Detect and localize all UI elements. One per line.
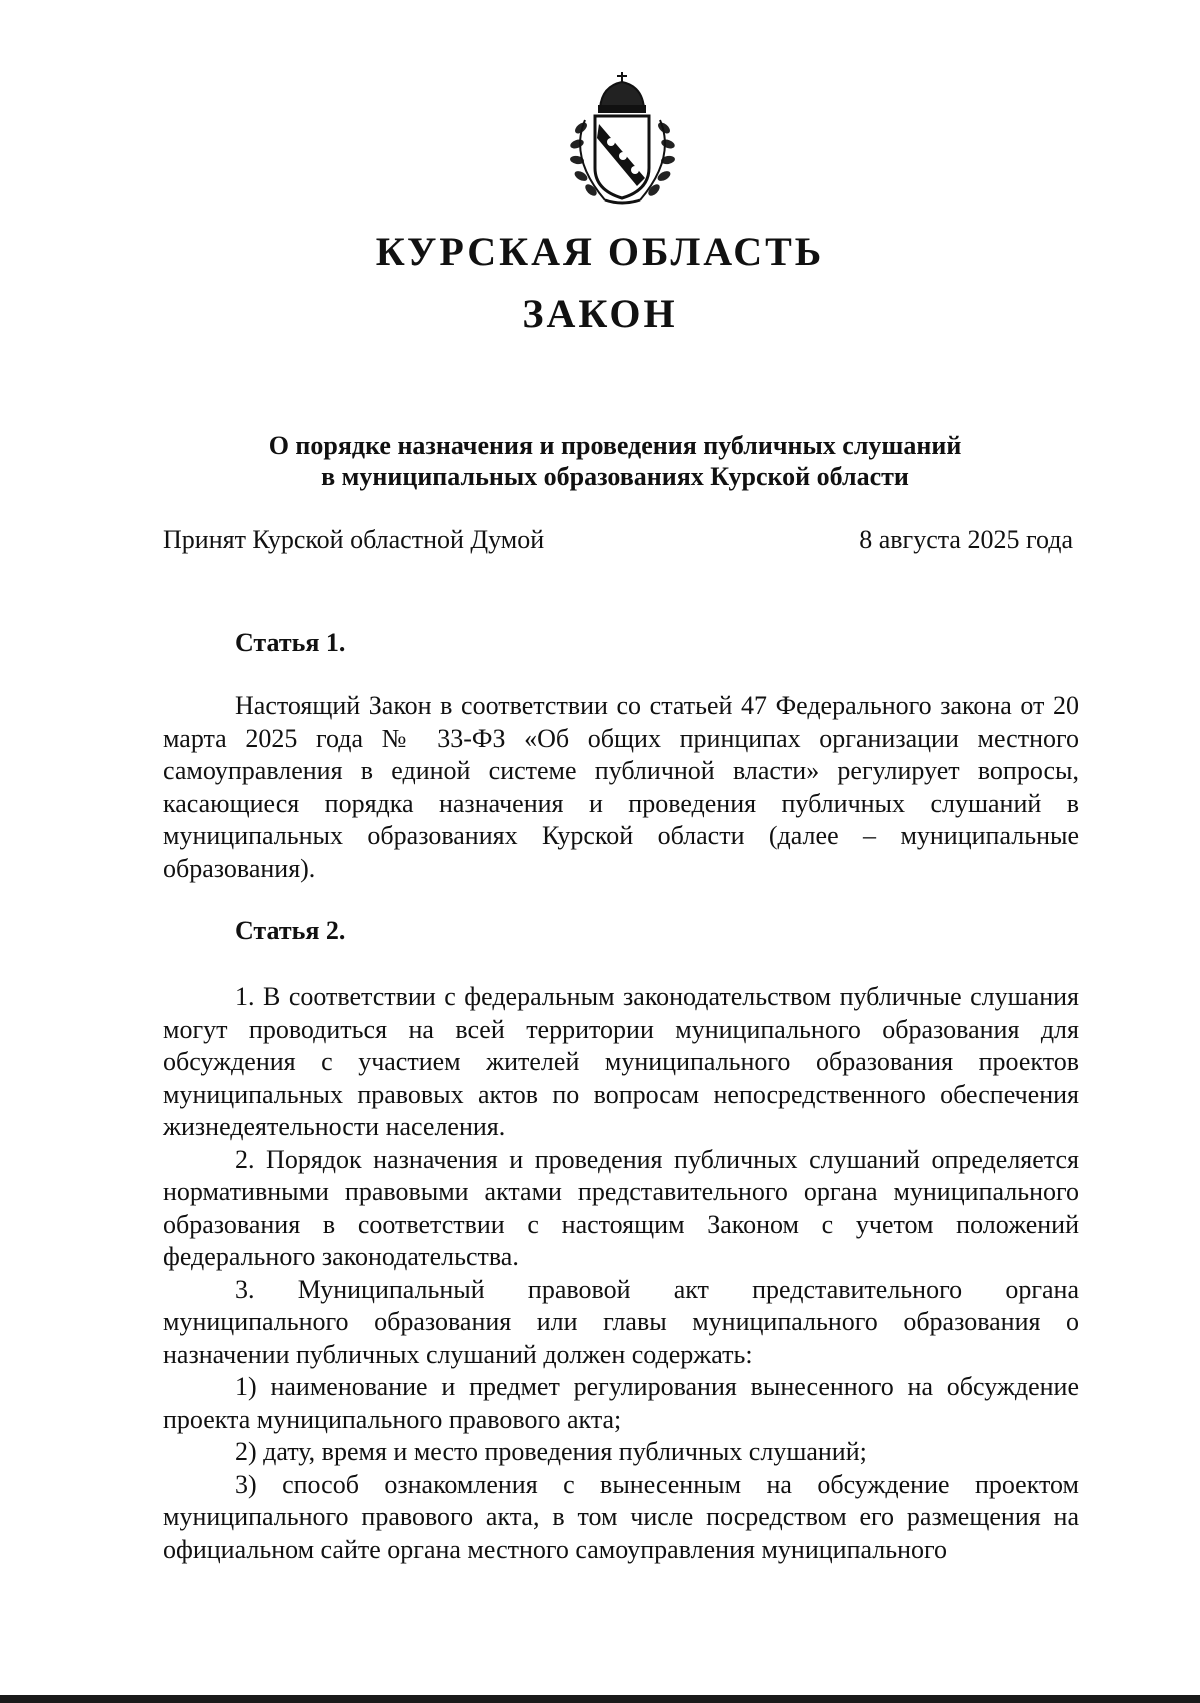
article-2-paragraph: 2. Порядок назначения и проведения публичных слушаний определяется нормативными правовыми актами представительного органа муниципального образования в соответствии с настоящим Законом с учетом положений федерального законодательства. bbox=[163, 1144, 1079, 1271]
article-1-body bbox=[163, 690, 1079, 885]
article-2-paragraph: 3) способ ознакомления с вынесенным на обсуждение проектом муниципального правового акта, в том числе посредством его размещения на официальном сайте органа местного самоуправления муниципального bbox=[163, 1469, 1079, 1564]
coat-of-arms-icon bbox=[555, 68, 690, 208]
article-2-paragraph: 1) наименование и предмет регулирования вынесенного на обсуждение проекта муниципального правового акта; bbox=[163, 1372, 1079, 1434]
article-2-body bbox=[163, 981, 1079, 1566]
law-title-line-1: О порядке назначения и проведения публичных слушаний bbox=[268, 431, 962, 460]
article-2-paragraph: 1. В соответствии с федеральным законодательством публичные слушания могут проводиться на всей территории муниципального образования для обсуждения с участием жителей муниципального образования проектов муниципальных правовых актов по вопросам непосредственного обеспечения жизнедеятельности населения. bbox=[163, 982, 1079, 1141]
adoption-date: 8 августа 2025 года bbox=[859, 525, 1073, 554]
adopted-by: Принят Курской областной Думой bbox=[163, 525, 545, 554]
article-2-paragraph: 3. Муниципальный правовой акт представительного органа муниципального образования или главы муниципального образования о назначении публичных слушаний должен содержать: bbox=[163, 1274, 1079, 1369]
article-2-heading: Статья 2. bbox=[235, 916, 346, 945]
law-title bbox=[150, 430, 1080, 492]
document-type-heading: ЗАКОН bbox=[522, 291, 678, 336]
article-1-paragraph: Настоящий Закон в соответствии со статьей 47 Федерального закона от 20 марта 2025 года № 33-ФЗ «Об общих принципах организации местного самоуправления в единой системе публичной власти» регулирует вопросы, касающиеся порядка назначения и проведения публичных слушаний в муниципальных образованиях Курской области (далее – муниципальные образования). bbox=[163, 691, 1079, 883]
adoption-row bbox=[163, 525, 1073, 555]
law-title-line-2: в муниципальных образованиях Курской области bbox=[321, 462, 909, 491]
region-heading: КУРСКАЯ ОБЛАСТЬ bbox=[375, 229, 825, 274]
article-2-paragraph: 2) дату, время и место проведения публичных слушаний; bbox=[235, 1437, 867, 1466]
article-1-heading: Статья 1. bbox=[235, 628, 346, 657]
scan-bottom-edge bbox=[0, 1695, 1200, 1703]
